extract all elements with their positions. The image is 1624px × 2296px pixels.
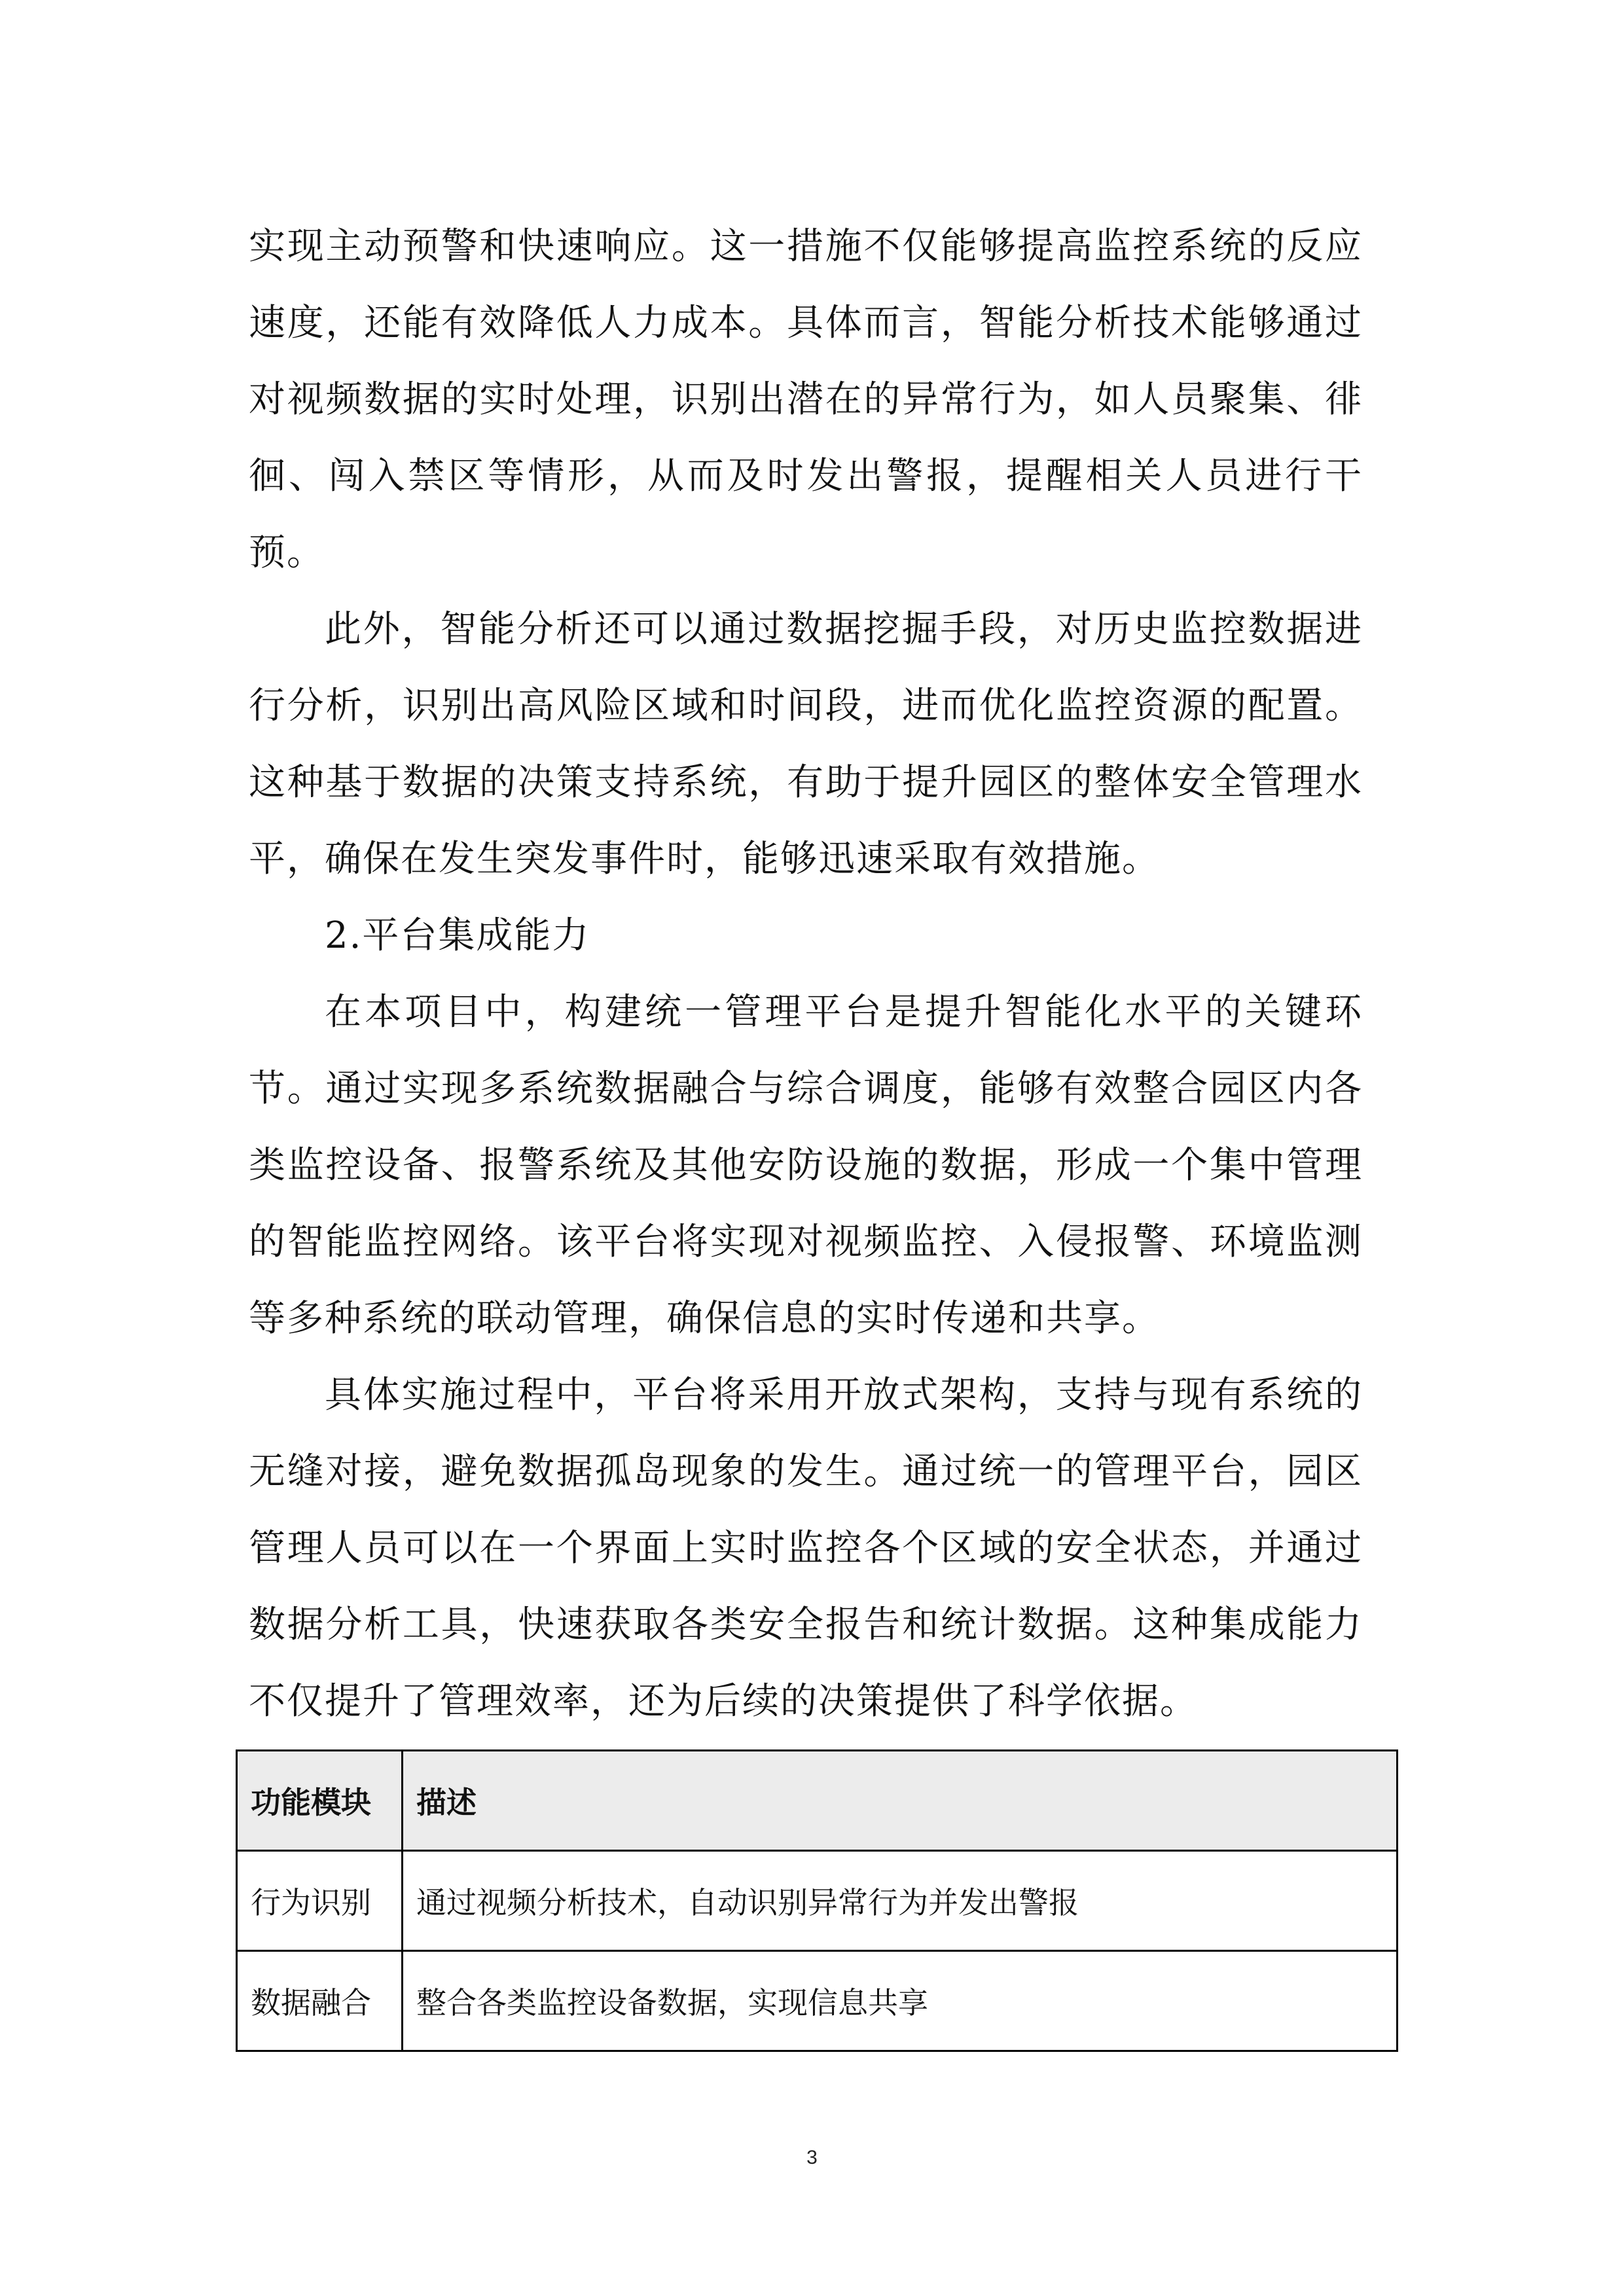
paragraph-continuation: 实现主动预警和快速响应。这一措施不仅能够提高监控系统的反应速度，还能有效降低人力成本。具体而言，智能分析技术能够通过对视频数据的实时处理，识别出潜在的异常行为，如人员聚集、徘徊、闯入禁区等情形，从而及时发出警报，提醒相关人员进行干预。: [249, 225, 1363, 574]
body-text: [249, 208, 1363, 1740]
paragraph-platform: 在本项目中，构建统一管理平台是提升智能化水平的关键环节。通过实现多系统数据融合与综合调度，能够有效整合园区内各类监控设备、报警系统及其他安防设施的数据，形成一个集中管理的智能监控网络。该平台将实现对视频监控、入侵报警、环境监测等多种系统的联动管理，确保信息的实时传递和共享。: [249, 991, 1363, 1340]
table-row: [237, 1951, 1398, 2051]
paragraph-implementation: 具体实施过程中，平台将采用开放式架构，支持与现有系统的无缝对接，避免数据孤岛现象的发生。通过统一的管理平台，园区管理人员可以在一个界面上实时监控各个区域的安全状态，并通过数据分析工具，快速获取各类安全报告和统计数据。这种集成能力不仅提升了管理效率，还为后续的决策提供了科学依据。: [249, 1374, 1363, 1723]
table-cell-module: 数据融合: [237, 1951, 403, 2051]
table-cell-description: 整合各类监控设备数据，实现信息共享: [403, 1951, 1398, 2051]
function-table: [236, 1749, 1398, 2052]
table-header-row: [237, 1751, 1398, 1851]
paragraph-data-mining: 此外，智能分析还可以通过数据挖掘手段，对历史监控数据进行分析，识别出高风险区域和时间段，进而优化监控资源的配置。这种基于数据的决策支持系统，有助于提升园区的整体安全管理水平，确保在发生突发事件时，能够迅速采取有效措施。: [249, 608, 1363, 880]
table-header-module: 功能模块: [237, 1751, 403, 1851]
table-header-description: 描述: [403, 1751, 1398, 1851]
section-heading: 2.平台集成能力: [325, 914, 590, 957]
table-row: [237, 1851, 1398, 1951]
table-cell-module: 行为识别: [237, 1851, 403, 1951]
table-cell-description: 通过视频分析技术，自动识别异常行为并发出警报: [403, 1851, 1398, 1951]
page-number: 3: [806, 2147, 818, 2168]
